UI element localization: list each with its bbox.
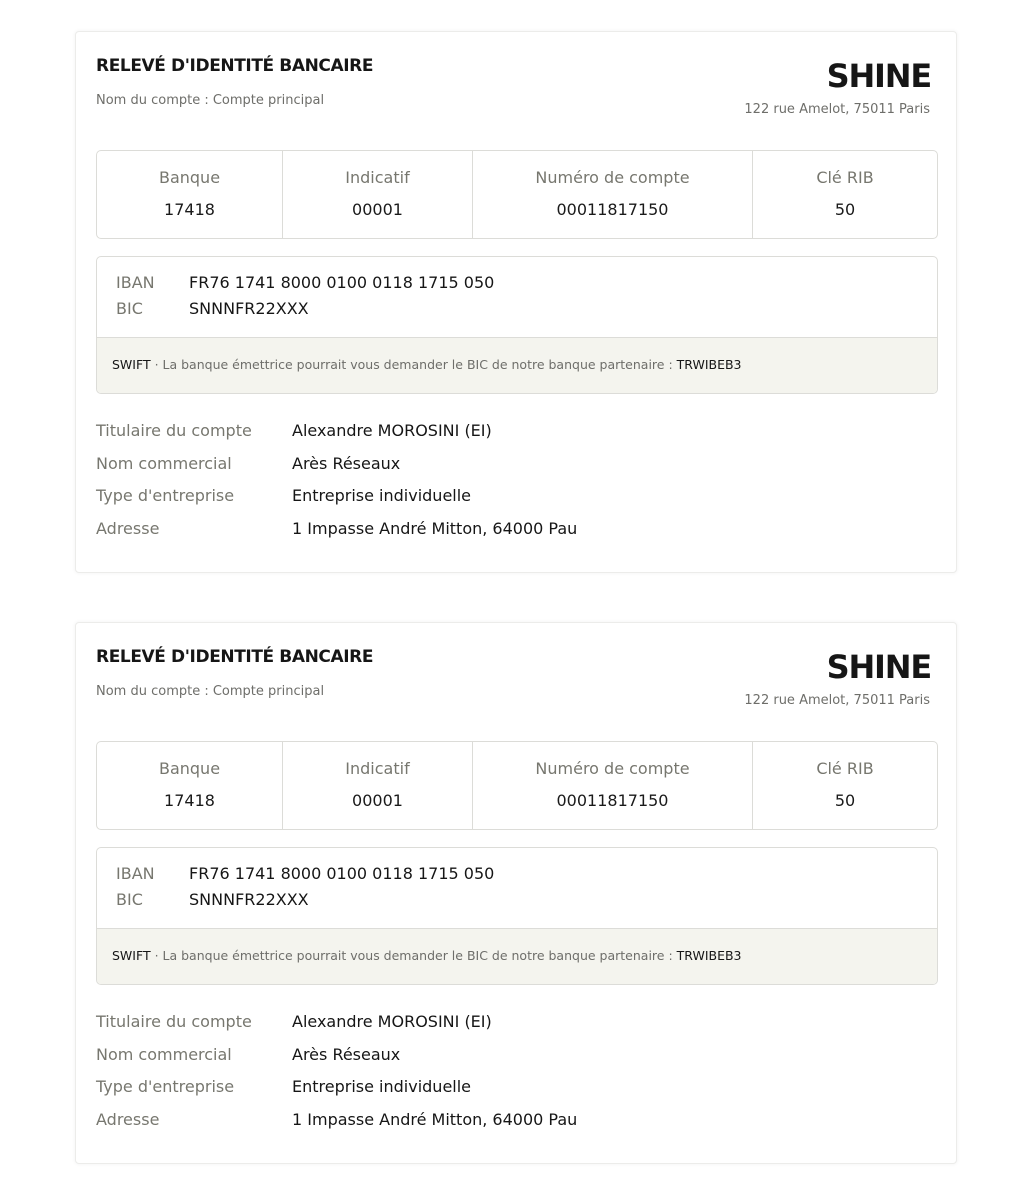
holder-value: Alexandre MOROSINI (EI) <box>292 421 492 440</box>
holder-value: Arès Réseaux <box>292 453 401 473</box>
code-value: 50 <box>834 791 856 810</box>
bank-logo: SHINE <box>826 57 931 95</box>
code-cell-numero-compte <box>473 742 753 829</box>
swift-note <box>97 929 937 985</box>
iban-value: FR76 1741 8000 0100 0118 1715 050 <box>189 273 495 292</box>
holder-value: Arès Réseaux <box>292 1044 401 1064</box>
code-cell-cle-rib <box>753 151 937 238</box>
holder-value: Entreprise individuelle <box>292 486 472 505</box>
code-value: 17418 <box>164 200 215 219</box>
code-label: Indicatif <box>345 168 410 187</box>
code-cell-cle-rib <box>753 742 937 829</box>
iban-bic-section <box>97 848 937 929</box>
bic-value: SNNNFR22XXX <box>189 890 309 909</box>
holder-label: Titulaire du compte <box>96 1012 252 1031</box>
holder-label: Type d'entreprise <box>96 1077 235 1096</box>
code-label: Banque <box>158 168 221 187</box>
code-label: Numéro de compte <box>535 168 690 187</box>
holder-value: Alexandre MOROSINI (EI) <box>292 1012 492 1031</box>
holder-row <box>96 1108 577 1141</box>
code-label: Clé RIB <box>816 168 874 187</box>
account-holder-details <box>96 1010 577 1140</box>
holder-row <box>96 517 577 550</box>
holder-row <box>96 1043 577 1076</box>
holder-row <box>96 1010 577 1043</box>
holder-label: Nom commercial <box>96 1044 232 1064</box>
code-value: 00011817150 <box>556 791 669 810</box>
rib-card <box>75 31 957 573</box>
iban-row <box>116 861 937 887</box>
holder-label: Adresse <box>96 1109 160 1129</box>
code-cell-indicatif <box>283 151 473 238</box>
bic-label: BIC <box>116 890 143 909</box>
code-label: Numéro de compte <box>535 759 690 778</box>
code-cell-numero-compte <box>473 151 753 238</box>
code-value: 00011817150 <box>556 200 669 219</box>
document-title: RELEVÉ D'IDENTITÉ BANCAIRE <box>96 647 374 667</box>
iban-box <box>96 847 938 985</box>
swift-text: · La banque émettrice pourrait vous demander le BIC de notre banque partenaire : <box>150 357 677 372</box>
account-name: Nom du compte : Compte principal <box>96 684 325 699</box>
holder-row <box>96 484 577 517</box>
holder-label: Adresse <box>96 518 160 538</box>
iban-box <box>96 256 938 394</box>
bic-row <box>116 296 937 322</box>
iban-row <box>116 270 937 296</box>
rib-card <box>75 622 957 1164</box>
holder-value: 1 Impasse André Mitton, 64000 Pau <box>292 1109 578 1129</box>
holder-value: Entreprise individuelle <box>292 1077 472 1096</box>
holder-row <box>96 1075 577 1108</box>
swift-text: · La banque émettrice pourrait vous demander le BIC de notre banque partenaire : <box>150 948 677 963</box>
code-value: 00001 <box>352 200 403 219</box>
holder-value: 1 Impasse André Mitton, 64000 Pau <box>292 518 578 538</box>
bank-address: 122 rue Amelot, 75011 Paris <box>744 693 930 708</box>
holder-label: Nom commercial <box>96 453 232 473</box>
holder-label: Type d'entreprise <box>96 486 235 505</box>
bic-label: BIC <box>116 299 143 318</box>
swift-label: SWIFT <box>112 948 151 963</box>
holder-label: Titulaire du compte <box>96 421 252 440</box>
code-value: 17418 <box>164 791 215 810</box>
swift-partner-bic: TRWIBEB3 <box>676 948 742 963</box>
code-label: Clé RIB <box>816 759 874 778</box>
holder-row <box>96 419 577 452</box>
account-name: Nom du compte : Compte principal <box>96 93 325 108</box>
iban-value: FR76 1741 8000 0100 0118 1715 050 <box>189 864 495 883</box>
code-cell-indicatif <box>283 742 473 829</box>
bank-address: 122 rue Amelot, 75011 Paris <box>744 102 930 117</box>
code-cell-banque <box>97 742 283 829</box>
bic-row <box>116 887 937 913</box>
iban-label: IBAN <box>116 273 155 292</box>
swift-note <box>97 338 937 394</box>
code-label: Banque <box>158 759 221 778</box>
code-value: 00001 <box>352 791 403 810</box>
account-holder-details <box>96 419 577 549</box>
code-label: Indicatif <box>345 759 410 778</box>
bank-codes-table <box>96 150 938 239</box>
bic-value: SNNNFR22XXX <box>189 299 309 318</box>
code-value: 50 <box>834 200 856 219</box>
iban-label: IBAN <box>116 864 155 883</box>
document-title: RELEVÉ D'IDENTITÉ BANCAIRE <box>96 56 374 76</box>
iban-bic-section <box>97 257 937 338</box>
holder-row <box>96 452 577 485</box>
bank-logo: SHINE <box>826 648 931 686</box>
swift-label: SWIFT <box>112 357 151 372</box>
bank-codes-table <box>96 741 938 830</box>
swift-partner-bic: TRWIBEB3 <box>676 357 742 372</box>
code-cell-banque <box>97 151 283 238</box>
